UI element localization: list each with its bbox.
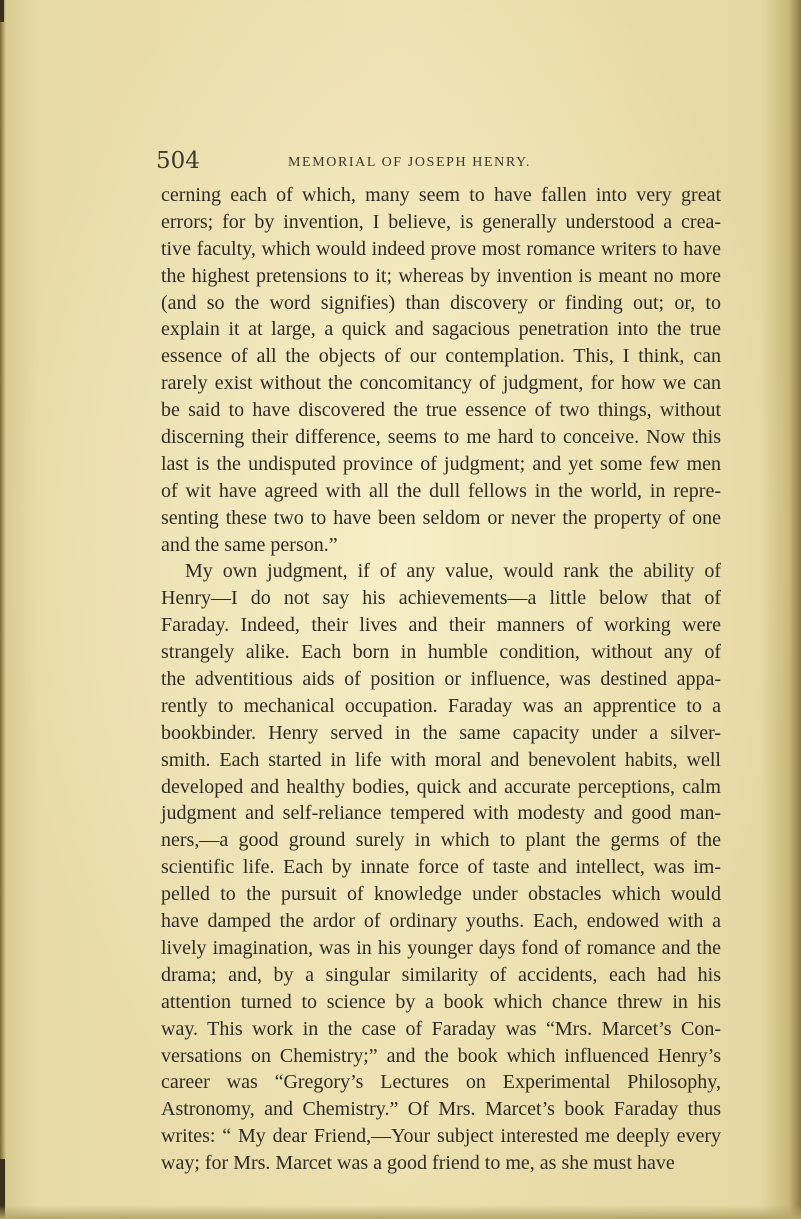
text-line: career was “Gregory’s Lectures on Experimental Philosophy,	[161, 1071, 721, 1094]
text-line: scientific life. Each by innate force of taste and intellect, was im-	[161, 856, 721, 879]
text-line: last is the undisputed province of judgment; and yet some few men	[161, 452, 721, 475]
text-line: My own judgment, if of any value, would rank the ability of	[185, 560, 721, 583]
text-line: of wit have agreed with all the dull fellows in the world, in repre-	[161, 479, 721, 502]
text-line: way. This work in the case of Faraday was “Mrs. Marcet’s Con-	[161, 1017, 721, 1040]
text-line: versations on Chemistry;” and the book which influenced Henry’s	[161, 1044, 721, 1067]
text-line: way; for Mrs. Marcet was a good friend to me, as she must have	[161, 1152, 675, 1175]
text-line: developed and healthy bodies, quick and accurate perceptions, calm	[161, 775, 721, 798]
page-number: 504	[156, 148, 200, 174]
text-line: drama; and, by a singular similarity of accidents, each had his	[161, 963, 721, 986]
text-line: bookbinder. Henry served in the same capacity under a silver-	[161, 721, 721, 744]
text-line: essence of all the objects of our contemplation. This, I think, can	[161, 345, 721, 368]
text-line: writes: “ My dear Friend,—Your subject interested me deeply every	[161, 1125, 721, 1148]
text-line: be said to have discovered the true essence of two things, without	[161, 399, 721, 422]
text-line: discerning their difference, seems to me hard to conceive. Now this	[161, 426, 721, 449]
text-line: errors; for by invention, I believe, is generally understood a crea-	[161, 210, 721, 233]
text-line: Henry—I do not say his achievements—a little below that of	[161, 587, 721, 610]
text-line: pelled to the pursuit of knowledge under obstacles which would	[161, 883, 721, 906]
page-bottom-edge	[0, 1205, 801, 1219]
text-line: judgment and self-reliance tempered with modesty and good man-	[161, 802, 721, 825]
body-text	[161, 182, 721, 1177]
text-line: Astronomy, and Chemistry.” Of Mrs. Marcet’s book Faraday thus	[161, 1098, 721, 1121]
text-line: (and so the word signifies) than discovery or finding out; or, to	[161, 291, 721, 314]
text-line: smith. Each started in life with moral and benevolent habits, well	[161, 748, 721, 771]
text-line: Faraday. Indeed, their lives and their manners of working were	[161, 614, 721, 637]
text-line: ners,—a good ground surely in which to plant the germs of the	[161, 829, 721, 852]
running-head: MEMORIAL OF JOSEPH HENRY.	[288, 155, 532, 170]
text-line: strangely alike. Each born in humble condition, without any of	[161, 641, 721, 664]
text-line: explain it at large, a quick and sagacious penetration into the true	[161, 318, 721, 341]
text-line: rarely exist without the concomitancy of judgment, for how we can	[161, 372, 721, 395]
text-line: the highest pretensions to it; whereas by invention is meant no more	[161, 264, 721, 287]
text-line: attention turned to science by a book which chance threw in his	[161, 990, 721, 1013]
text-line: and the same person.”	[161, 533, 338, 556]
text-line: rently to mechanical occupation. Faraday was an apprentice to a	[161, 694, 721, 717]
text-line: have damped the ardor of ordinary youths. Each, endowed with a	[161, 910, 721, 933]
page-left-edge-top	[0, 0, 4, 22]
text-line: cerning each of which, many seem to have fallen into very great	[161, 184, 721, 206]
text-line: the adventitious aids of position or influence, was destined appa-	[161, 668, 721, 691]
text-line: tive faculty, which would indeed prove most romance writers to have	[161, 237, 721, 260]
text-line: lively imagination, was in his younger days fond of romance and the	[161, 936, 721, 959]
text-line: senting these two to have been seldom or never the property of one	[161, 506, 721, 529]
